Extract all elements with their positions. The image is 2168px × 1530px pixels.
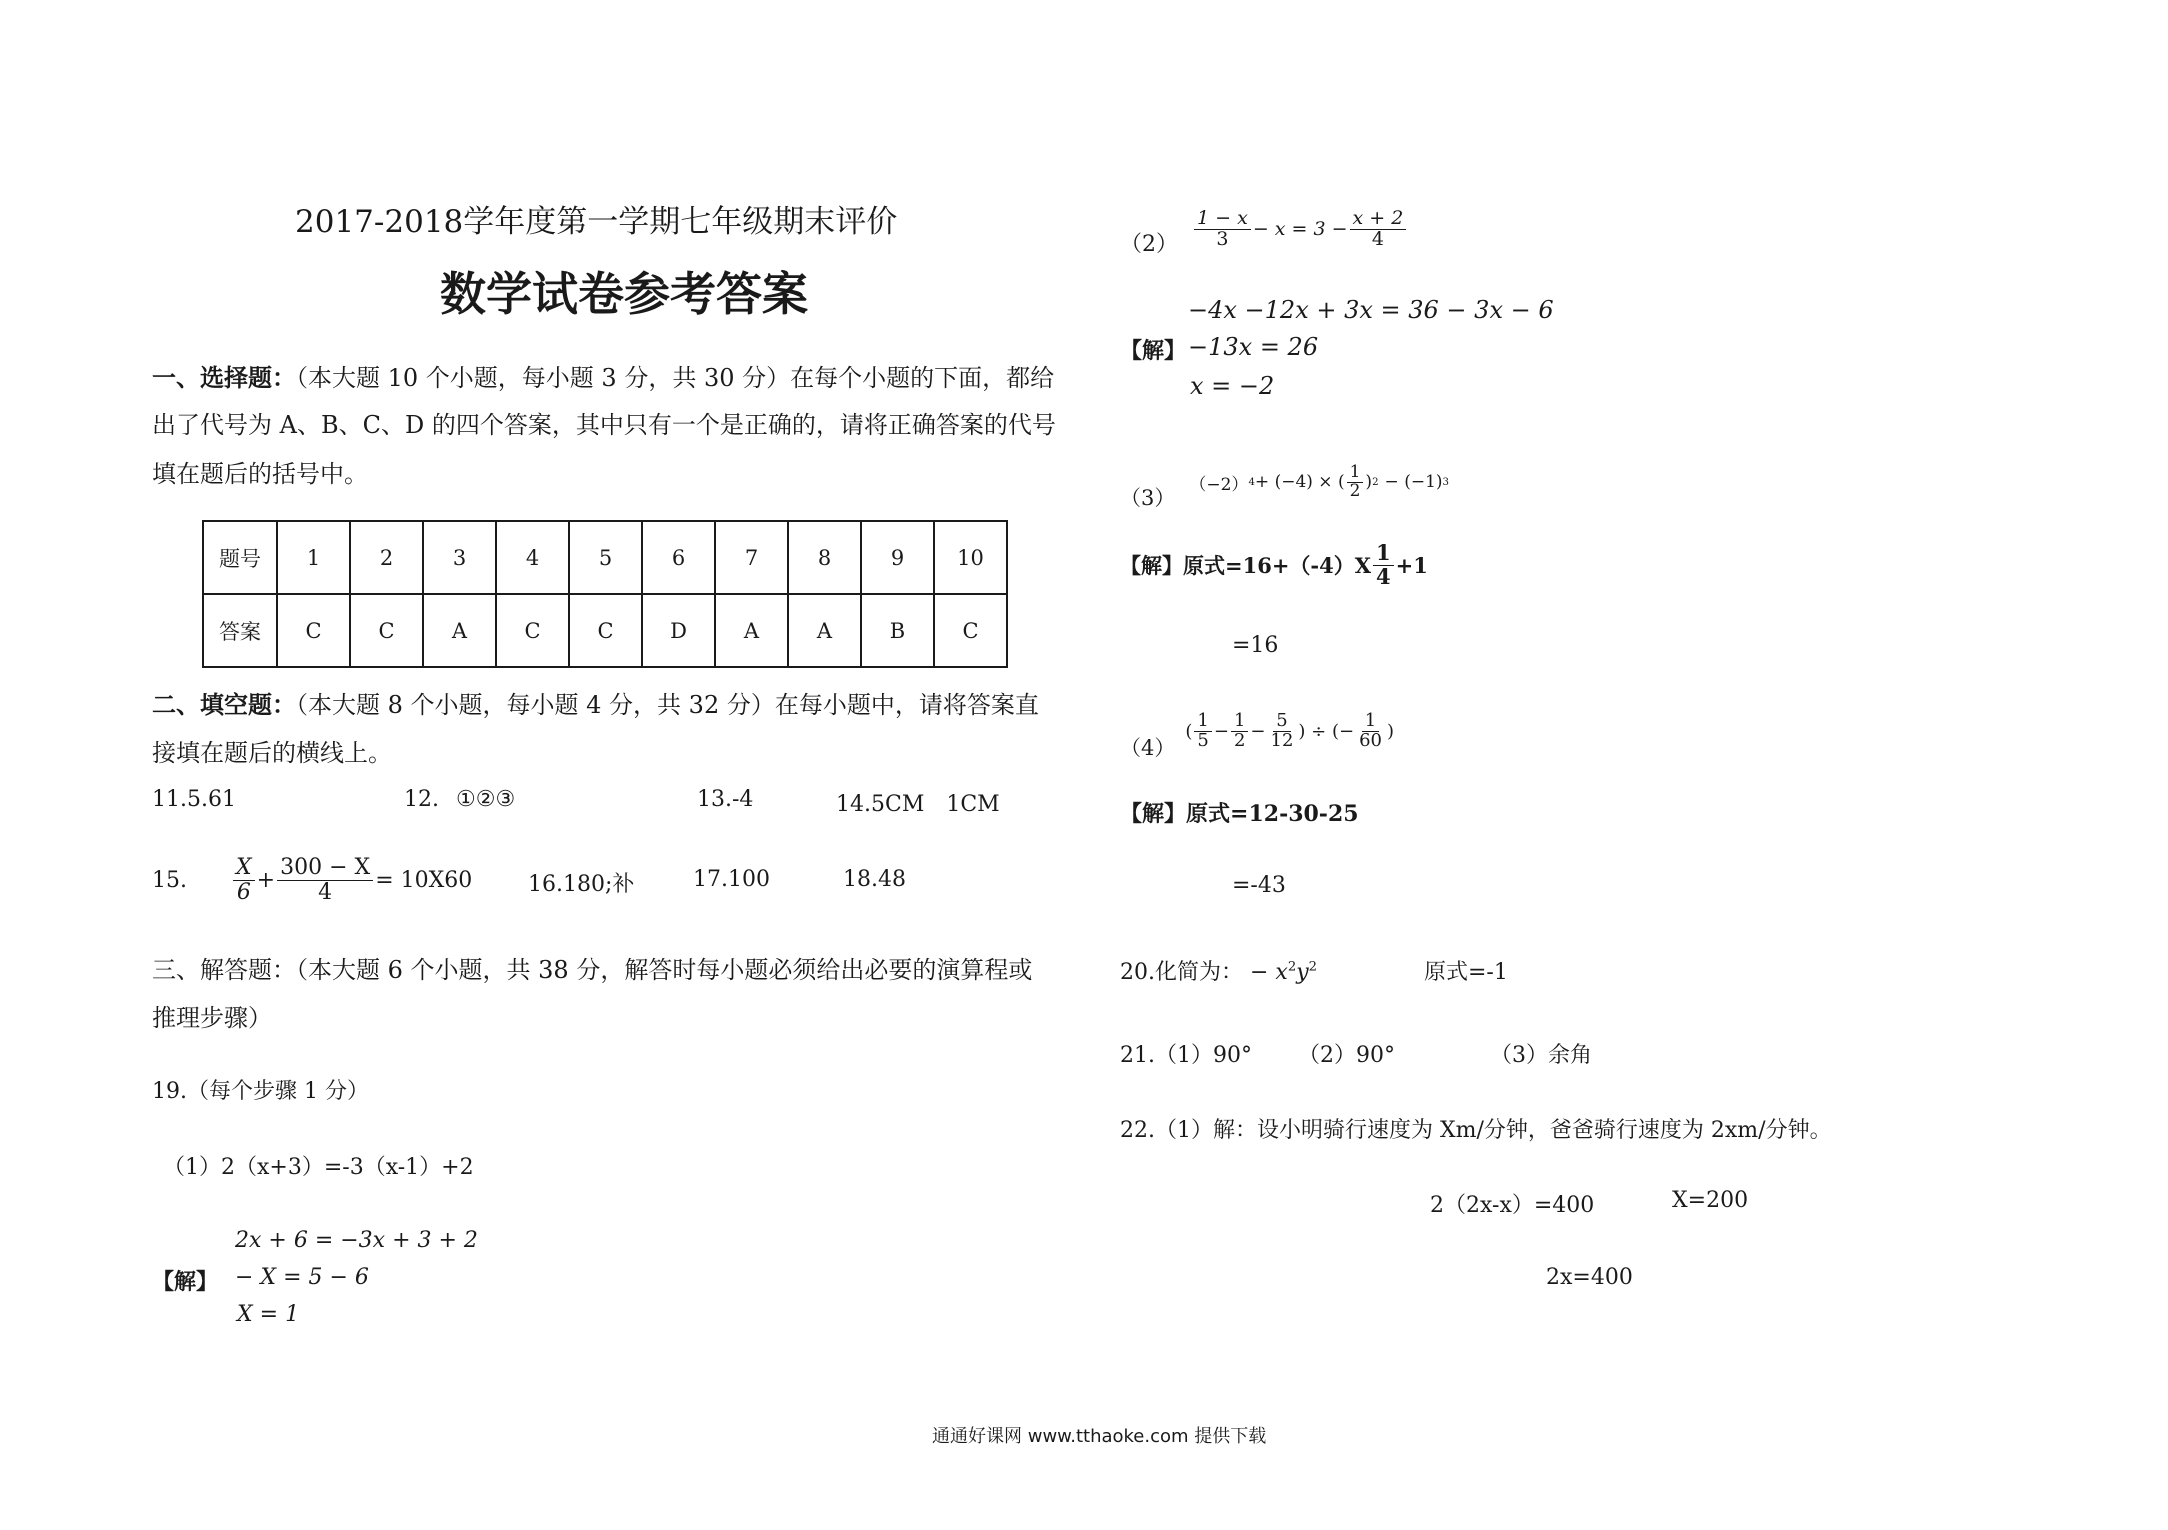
answer-13: 13.-4 <box>697 787 754 812</box>
question-19-3-label: （3） <box>1120 486 1176 510</box>
solution-19-2-step3: x = −2 <box>1190 372 1275 400</box>
q3-term-b: + (−4) × ( <box>1254 472 1345 492</box>
answer-table <box>202 520 1008 668</box>
q3-term-d: − (−1) <box>1384 472 1443 492</box>
answer-17: 17.100 <box>693 867 770 892</box>
solution-19-4 <box>1120 797 1359 828</box>
section1-line3: 填在题后的括号中。 <box>152 460 368 488</box>
question-19-4 <box>1120 700 1394 762</box>
answer-20-expr: − x <box>1250 960 1288 985</box>
answer-22-step3: 2x=400 <box>1546 1265 1633 1290</box>
q3-exp-d: 3 <box>1442 476 1450 488</box>
q3-exp-c: 2 <box>1372 476 1379 488</box>
q3-solution-fraction <box>1373 542 1394 587</box>
answer-22-step2: X=200 <box>1672 1188 1749 1213</box>
answer-15-plus: + <box>256 867 276 893</box>
fraction-denominator: 12 <box>1270 729 1294 751</box>
q3-term-c: ) <box>1365 472 1373 492</box>
question-19: 19.（每个步骤 1 分） <box>152 1079 369 1104</box>
question-19-3 <box>1120 452 1449 512</box>
table-cell: C <box>934 594 1007 667</box>
solution-19-1-step3: X = 1 <box>237 1302 300 1327</box>
solution-label: 【解】 <box>1120 338 1187 364</box>
answer-12-prefix: 12. <box>404 787 439 812</box>
table-cell: 4 <box>496 521 569 594</box>
table-cell: D <box>642 594 715 667</box>
q4-solution-step1: 原式=12-30-25 <box>1186 801 1359 827</box>
answer-15-fraction2 <box>277 856 373 903</box>
answer-18: 18.48 <box>843 867 906 892</box>
fraction-numerator: 300 − X <box>277 856 373 880</box>
exam-title-line2: 数学试卷参考答案 <box>440 267 808 321</box>
fraction-denominator: 4 <box>1371 227 1384 250</box>
solution-19-3-result: =16 <box>1232 633 1279 658</box>
section2-line1 <box>152 685 1039 720</box>
fraction-denominator: 60 <box>1359 729 1382 751</box>
table-cell: B <box>861 594 934 667</box>
table-cell: 5 <box>569 521 642 594</box>
q4-minus2: − <box>1250 720 1266 742</box>
table-header-answer: 答案 <box>203 594 277 667</box>
question-19-2-label: （2） <box>1120 232 1178 257</box>
q4-open: ( <box>1185 720 1193 742</box>
section3-line2: 推理步骤） <box>152 1004 272 1032</box>
q2-fraction1 <box>1194 206 1251 250</box>
fraction-numerator: 1 <box>1231 712 1248 732</box>
question-19-4-label: （4） <box>1120 736 1176 760</box>
table-cell: 3 <box>423 521 496 594</box>
q3-exp-a: 4 <box>1248 476 1255 488</box>
section2-text1: （本大题 8 个小题，每小题 4 分，共 32 分）在每小题中，请将答案直 <box>296 691 1039 719</box>
answer-15-fraction1 <box>233 856 255 903</box>
answer-table-row-answers <box>203 594 1007 667</box>
table-cell: 6 <box>642 521 715 594</box>
table-cell: C <box>496 594 569 667</box>
fraction-numerator: 1 <box>1194 712 1211 732</box>
fraction-denominator: 2 <box>1233 729 1246 751</box>
table-cell: A <box>788 594 861 667</box>
table-cell: C <box>277 594 350 667</box>
answer-20-y: y <box>1296 960 1309 985</box>
table-cell: 9 <box>861 521 934 594</box>
fraction-denominator: 2 <box>1349 480 1361 501</box>
q2-middle: − x = 3 − <box>1252 218 1348 240</box>
answer-20 <box>1120 955 1317 986</box>
q3-solution-a: 原式=16+（-4）X <box>1183 553 1372 578</box>
fraction-denominator: 5 <box>1197 729 1209 751</box>
solution-19-1-step1: 2x + 6 = −3x + 3 + 2 <box>235 1228 478 1253</box>
fraction-numerator: 1 − x <box>1194 209 1251 230</box>
q4-fraction1 <box>1194 709 1211 751</box>
answer-12-value: ①②③ <box>456 787 516 812</box>
table-cell: 7 <box>715 521 788 594</box>
answer-22: 22.（1）解：设小明骑行速度为 Xm/分钟，爸爸骑行速度为 2xm/分钟。 <box>1120 1118 1832 1143</box>
answer-11: 11.5.61 <box>152 787 236 812</box>
answer-14: 14.5CM 1CM <box>836 792 1000 817</box>
q4-middle: ) ÷ (− <box>1298 720 1355 742</box>
solution-19-4-result: =-43 <box>1232 873 1286 898</box>
solution-label: 【解】 <box>1120 801 1187 827</box>
solution-19-2-step2: −13x = 26 <box>1188 333 1319 361</box>
table-cell: 8 <box>788 521 861 594</box>
answer-20-exp1: 2 <box>1287 959 1297 975</box>
section3-text1: （本大题 6 个小题，共 38 分，解答时每小题必须给出必要的演算程或 <box>296 956 1033 984</box>
answer-21-3: （3）余角 <box>1490 1043 1592 1068</box>
fraction-numerator: x + 2 <box>1350 209 1407 230</box>
q4-fraction3 <box>1268 709 1297 751</box>
exam-title-line1: 2017-2018学年度第一学期七年级期末评价 <box>295 204 898 240</box>
fraction-denominator: 4 <box>318 879 333 905</box>
q4-fraction2 <box>1231 709 1248 751</box>
table-cell: 2 <box>350 521 423 594</box>
q3-fraction <box>1347 461 1364 501</box>
table-cell: A <box>423 594 496 667</box>
fraction-denominator: 3 <box>1216 227 1229 250</box>
answer-15 <box>152 850 472 910</box>
fraction-numerator: 5 <box>1273 712 1290 732</box>
solution-19-1-step2: − X = 5 − 6 <box>235 1265 369 1290</box>
table-cell: 10 <box>934 521 1007 594</box>
q4-close: ) <box>1386 720 1394 742</box>
fraction-denominator: 6 <box>236 879 251 905</box>
question-19-1: （1）2（x+3）=-3（x-1）+2 <box>163 1155 474 1180</box>
table-cell: C <box>350 594 423 667</box>
table-cell: A <box>715 594 788 667</box>
footer-source: 通通好课网 www.tthaoke.com 提供下载 <box>932 1426 1267 1447</box>
solution-19-3 <box>1120 535 1428 595</box>
fraction-numerator: 1 <box>1362 712 1379 732</box>
answer-21-2: （2）90° <box>1298 1043 1395 1068</box>
section3-line1 <box>152 950 1032 985</box>
section1-heading: 一、选择题： <box>152 363 296 392</box>
q3-term-a: （−2） <box>1189 474 1249 495</box>
answer-22-step1: 2（2x-x）=400 <box>1430 1193 1595 1218</box>
q3-solution-b: +1 <box>1395 552 1428 578</box>
solution-label: 【解】 <box>1120 553 1183 578</box>
answer-20-exp2: 2 <box>1308 959 1318 975</box>
table-cell: C <box>569 594 642 667</box>
section1-line2: 出了代号为 A、B、C、D 的四个答案，其中只有一个是正确的，请将正确答案的代号 <box>152 411 1056 439</box>
fraction-numerator: 1 <box>1347 464 1364 483</box>
answer-21-1: 21.（1）90° <box>1120 1043 1252 1068</box>
solution-label: 【解】 <box>152 1269 219 1295</box>
answer-12 <box>404 787 515 812</box>
fraction-numerator: 1 <box>1373 542 1394 565</box>
answer-table-row-numbers <box>203 521 1007 594</box>
solution-19-2-step1: −4x −12x + 3x = 36 − 3x − 6 <box>1188 296 1554 324</box>
answer-16: 16.180;补 <box>528 872 635 897</box>
answer-20-result: 原式=-1 <box>1424 960 1508 985</box>
table-header-number: 题号 <box>203 521 277 594</box>
q2-fraction2 <box>1350 206 1407 250</box>
answer-15-rhs: = 10X60 <box>375 867 473 893</box>
section3-heading: 三、解答题： <box>152 956 296 984</box>
fraction-denominator: 4 <box>1376 563 1391 589</box>
section2-line2: 接填在题后的横线上。 <box>152 739 392 767</box>
section1-line1 <box>152 358 1054 393</box>
q4-fraction4 <box>1356 709 1385 751</box>
fraction-numerator: X <box>233 856 255 880</box>
section2-heading: 二、填空题： <box>152 690 296 719</box>
table-cell: 1 <box>277 521 350 594</box>
q4-minus1: − <box>1213 720 1229 742</box>
section1-text1: （本大题 10 个小题，每小题 3 分，共 30 分）在每个小题的下面，都给 <box>296 364 1055 392</box>
question-19-2 <box>1120 200 1408 258</box>
answer-20-label: 20.化简为： <box>1120 960 1243 985</box>
answer-15-prefix: 15. <box>152 867 187 893</box>
